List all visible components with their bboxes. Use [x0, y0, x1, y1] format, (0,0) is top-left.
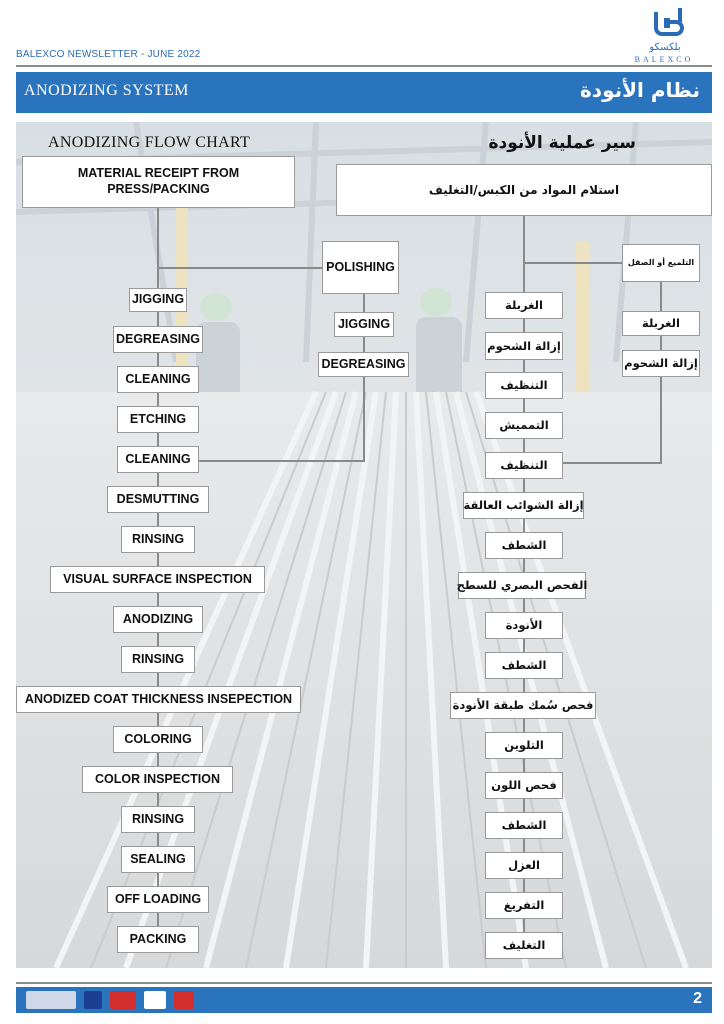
step-en: PACKING [117, 926, 199, 953]
step-en: RINSING [121, 526, 195, 553]
qualicoat-logo [26, 991, 76, 1009]
step-ar: التنظيف [485, 452, 563, 479]
branch-degreasing-ar: إزالة الشحوم [622, 350, 700, 377]
step-ar: التنظيف [485, 372, 563, 399]
step-en: CLEANING [117, 366, 199, 393]
connector-line [198, 460, 365, 462]
section-header [16, 72, 712, 113]
step-en: DEGREASING [113, 326, 203, 353]
step-ar: الأنودة [485, 612, 563, 639]
section-title-en: ANODIZING SYSTEM [24, 82, 189, 99]
step-material-receipt-en: MATERIAL RECEIPT FROM PRESS/PACKING [22, 156, 295, 208]
step-en: RINSING [121, 646, 195, 673]
step-ar: التفريغ [485, 892, 563, 919]
step-ar: التمميش [485, 412, 563, 439]
footer-bar [16, 987, 712, 1013]
certification-logos [26, 991, 194, 1009]
connector-line [363, 376, 365, 462]
balexco-logo [612, 6, 712, 64]
step-ar: الشطف [485, 812, 563, 839]
page-number: 2 [693, 990, 702, 1007]
brand-english: BALEXCO [634, 55, 694, 64]
step-en: COLORING [113, 726, 203, 753]
connector-line [523, 262, 622, 264]
connector-line [562, 462, 662, 464]
step-ar: فحص اللون [485, 772, 563, 799]
brand-arabic: بلكسكو [649, 42, 681, 53]
step-ar: الفحص البصري للسطح [458, 572, 586, 599]
cert-logo [174, 991, 194, 1009]
iso-logo [110, 991, 136, 1009]
branch-jigging-ar: الغربلة [622, 311, 700, 336]
chart-title-ar: سير عملية الأنودة [488, 133, 636, 153]
chart-title-en: ANODIZING FLOW CHART [48, 134, 251, 151]
branch-degreasing-en: DEGREASING [318, 352, 409, 377]
balexco-logo-icon [650, 6, 686, 40]
step-en: SEALING [121, 846, 195, 873]
connector-line [157, 208, 159, 288]
step-ar: إزالة الشحوم [485, 332, 563, 360]
footer-divider [16, 982, 712, 984]
step-ar: العزل [485, 852, 563, 879]
step-en: CLEANING [117, 446, 199, 473]
step-en: VISUAL SURFACE INSPECTION [50, 566, 265, 593]
connector-line [157, 267, 322, 269]
step-en: COLOR INSPECTION [82, 766, 233, 793]
step-en: JIGGING [129, 288, 187, 312]
step-polishing-ar: التلميع أو الصقل [622, 244, 700, 282]
section-title-ar: نظام الأنودة [580, 78, 700, 102]
header-divider [16, 65, 712, 67]
step-en: RINSING [121, 806, 195, 833]
step-ar: إزالة الشوائب العالقة [463, 492, 584, 519]
step-ar: التلوين [485, 732, 563, 759]
connector-line [660, 334, 662, 350]
connector-line [363, 292, 365, 312]
step-ar: فحص سُمك طبقة الأنودة [450, 692, 596, 719]
step-polishing-en: POLISHING [322, 241, 399, 294]
step-material-receipt-ar: استلام المواد من الكبس/التغليف [336, 164, 712, 216]
step-ar: التغليف [485, 932, 563, 959]
eu-logo [84, 991, 102, 1009]
step-en: DESMUTTING [107, 486, 209, 513]
bureau-veritas-logo [144, 991, 166, 1009]
step-ar: الشطف [485, 532, 563, 559]
newsletter-line: BALEXCO NEWSLETTER - JUNE 2022 [16, 49, 201, 60]
step-en: OFF LOADING [107, 886, 209, 913]
step-ar: الشطف [485, 652, 563, 679]
step-ar: الغربلة [485, 292, 563, 319]
connector-line [363, 336, 365, 352]
step-en: ETCHING [117, 406, 199, 433]
connector-line [660, 376, 662, 464]
branch-jigging-en: JIGGING [334, 312, 394, 337]
step-en: ANODIZED COAT THICKNESS INSEPECTION [16, 686, 301, 713]
step-en: ANODIZING [113, 606, 203, 633]
connector-line [660, 282, 662, 312]
